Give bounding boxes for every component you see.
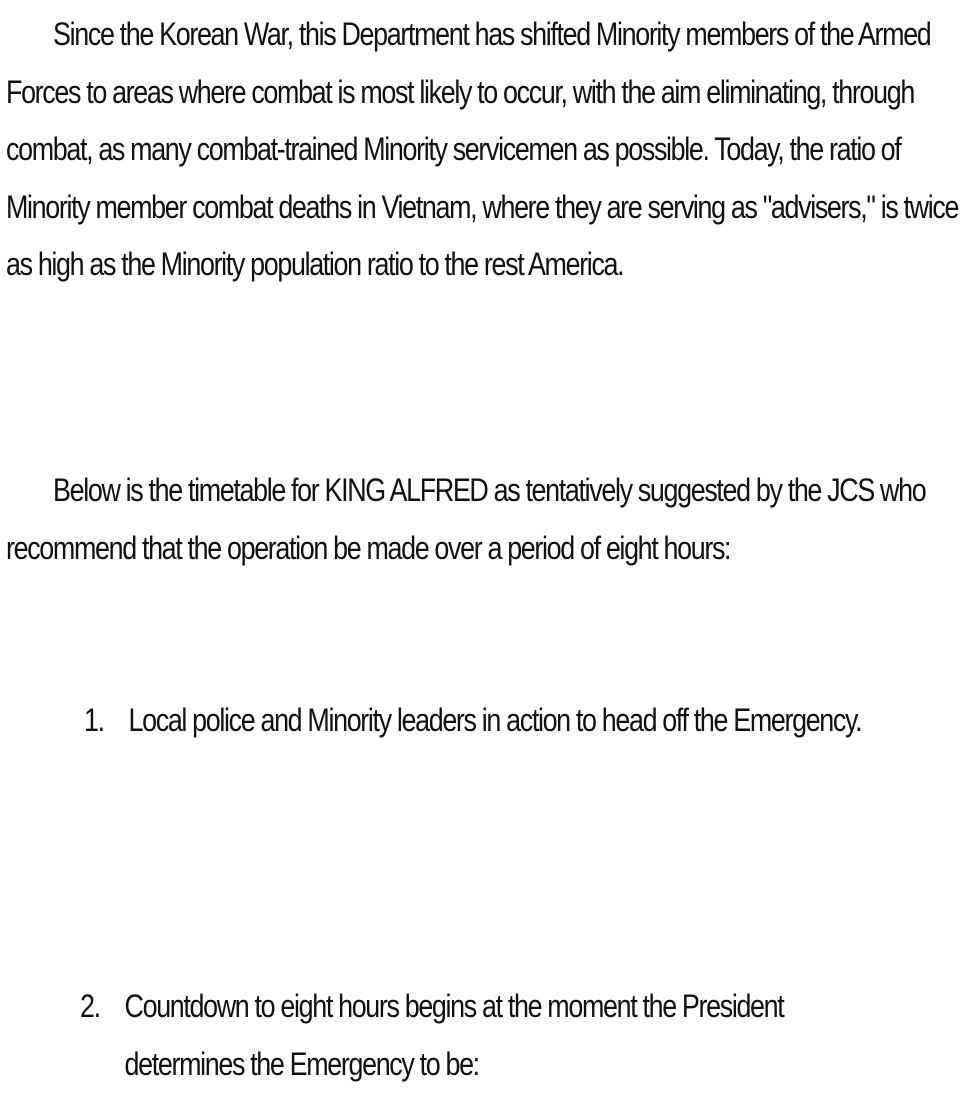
list-item-text: Local police and Minority leaders in action to head off the Emergency. <box>128 702 862 738</box>
list-item-text: Countdown to eight hours begins at the moment the President determines the Emergency to be: <box>124 988 784 1082</box>
paragraph-korean-war: Since the Korean War, this Department has shifted Minority members of the Armed Forces to areas where combat is most likely to occur, with the aim eliminating, through combat, as many combat-trained Minority servicemen as possible. Today, the ratio of Minority member combat deaths in Vietnam, where they are serving as "advisers," is twice as high as the Minority population ratio to the rest America. <box>6 16 959 282</box>
list-item-number: 2. <box>80 988 100 1024</box>
paragraph-timetable-intro: Below is the timetable for KING ALFRED as tentatively suggested by the JCS who recommend that the operation be made over a period of eight hours: <box>6 472 926 566</box>
list-item-number: 1. <box>84 702 104 738</box>
